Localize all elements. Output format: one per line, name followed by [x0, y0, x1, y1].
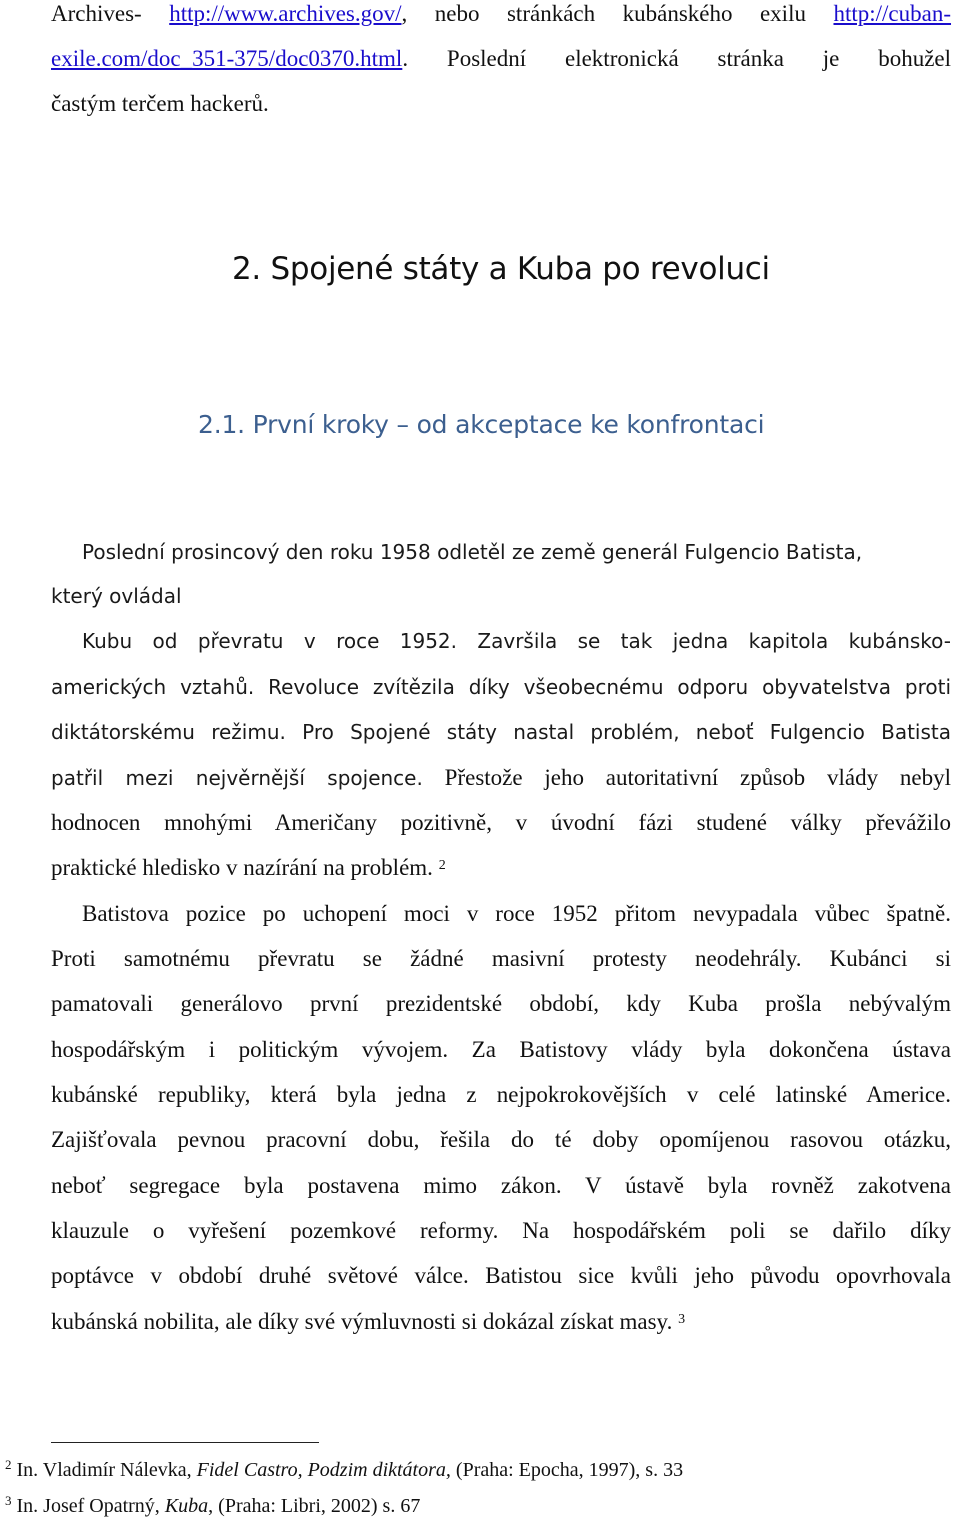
paragraph2-line: hospodářským i politickým vývojem. Za Batistovy vlády byla dokončena ústava — [51, 1037, 951, 1062]
section-heading: 2.1. První kroky – od akceptace ke konfrontaci — [198, 410, 765, 439]
paragraph1-line: amerických vztahů. Revoluce zvítězila díky všeobecnému odporu obyvatelstva proti — [51, 675, 951, 699]
archives-link[interactable]: http://www.archives.gov/ — [169, 1, 402, 26]
paragraph1-line: Poslední prosincový den roku 1958 odletěl ze země generál Fulgencio Batista, — [82, 540, 863, 564]
paragraph2-line: pamatovali generálovo první prezidentské období, kdy Kuba prošla nebývalým — [51, 991, 951, 1016]
paragraph1-line: Kubu od převratu v roce 1952. Završila se tak jedna kapitola kubánsko- — [82, 629, 951, 653]
paragraph1-text: praktické hledisko v nazírání na problém. — [51, 855, 433, 880]
footnote-ref-3[interactable]: 3 — [678, 1312, 686, 1327]
footnote-ref-2[interactable]: 2 — [438, 858, 446, 873]
paragraph2-line: klauzule o vyřešení pozemkové reformy. Na hospodářském poli se dařilo díky — [51, 1218, 951, 1243]
footnote-text: (Praha: Epocha, 1997), s. 33 — [450, 1459, 684, 1481]
paragraph1-times-segment: Přestože jeho autoritativní způsob vlády nebyl — [444, 765, 951, 790]
paragraph1-line-mixed — [51, 764, 951, 792]
intro-line-1 — [51, 0, 951, 28]
footnote-title: Kuba — [164, 1495, 209, 1517]
paragraph2-line: Proti samotnému převratu se žádné masivní protesty neodehrály. Kubánci si — [51, 946, 951, 971]
footnote-text: In. Josef Opatrný, — [11, 1495, 165, 1517]
footnote-divider — [51, 1442, 319, 1443]
paragraph2-line-last — [51, 1308, 685, 1340]
paragraph1-line: který ovládal — [51, 584, 182, 608]
chapter-heading: 2. Spojené státy a Kuba po revoluci — [232, 251, 770, 287]
paragraph1-sans-segment: patřil mezi nejvěrnější spojence. — [51, 766, 423, 790]
paragraph2-line: Batistova pozice po uchopení moci v roce 1952 přitom nevypadala vůbec špatně. — [82, 901, 951, 926]
paragraph2-line: poptávce v období druhé světové válce. Batistou sice kvůli jeho původu opovrhovala — [51, 1263, 951, 1288]
footnote-title: Fidel Castro, Podzim diktátora, — [196, 1459, 451, 1481]
intro-line-2 — [51, 45, 951, 73]
intro-line-3: častým terčem hackerů. — [51, 91, 269, 116]
cuban-exile-link-part2[interactable]: exile.com/doc_351-375/doc0370.html — [51, 46, 403, 71]
footnote-text: , (Praha: Libri, 2002) s. 67 — [208, 1495, 421, 1517]
footnote-3 — [5, 1494, 420, 1520]
paragraph2-line: kubánské republiky, která byla jedna z nejpokrokovějších v celé latinské Americe. — [51, 1082, 951, 1107]
paragraph1-line: hodnocen mnohými Američany pozitivně, v úvodní fázi studené války převážilo — [51, 810, 951, 835]
paragraph2-line: neboť segregace byla postavena mimo zákon. V ústavě byla rovněž zakotvena — [51, 1173, 951, 1198]
paragraph2-text: kubánská nobilita, ale díky své výmluvnosti si dokázal získat masy. — [51, 1309, 673, 1334]
paragraph2-line: Zajišťovala pevnou pracovní dobu, řešila do té doby opomíjenou rasovou otázku, — [51, 1127, 951, 1152]
intro-text: Archives- — [51, 1, 170, 26]
paragraph1-line-last — [51, 854, 446, 886]
intro-text: . Poslední elektronická stránka je bohužel — [402, 46, 951, 71]
footnote-number: 3 — [5, 1493, 12, 1508]
footnote-text: In. Vladimír Nálevka, — [11, 1459, 197, 1481]
intro-text: , nebo stránkách kubánského exilu — [401, 1, 834, 26]
paragraph1-line: diktátorskému režimu. Pro Spojené státy nastal problém, neboť Fulgencio Batista — [51, 720, 951, 744]
footnote-2 — [5, 1458, 683, 1484]
cuban-exile-link-part1[interactable]: http://cuban- — [833, 1, 952, 26]
footnote-number: 2 — [5, 1457, 12, 1472]
